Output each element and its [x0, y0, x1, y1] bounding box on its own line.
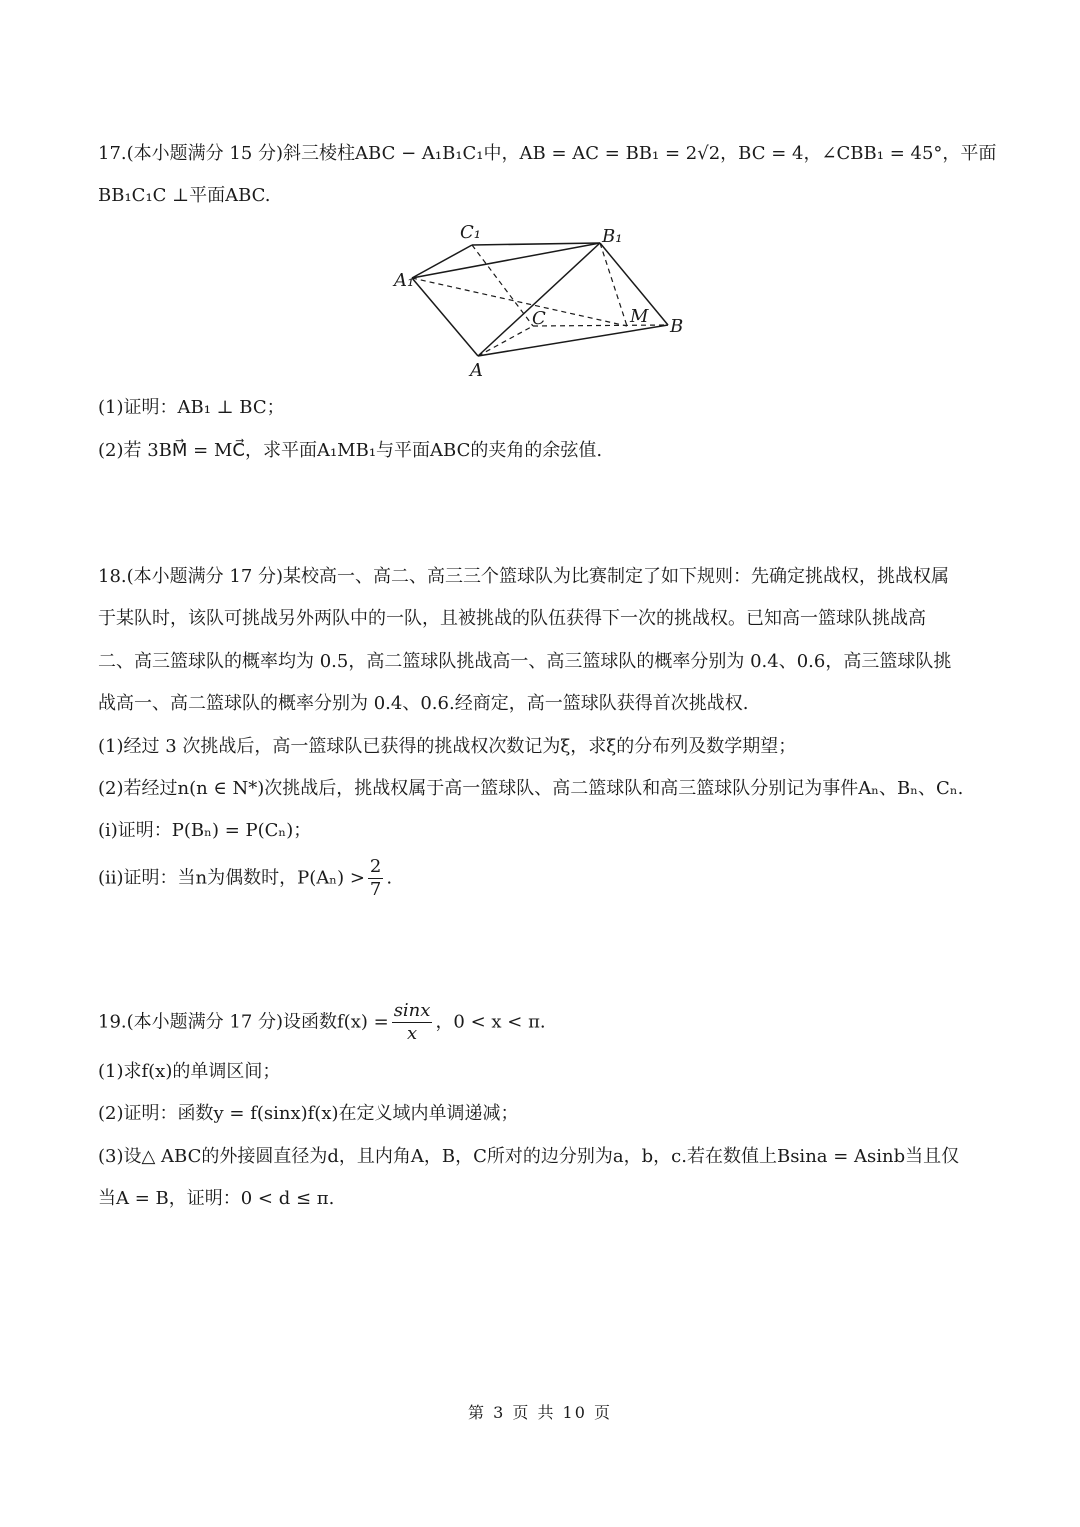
q18-part-2ii [98, 856, 392, 901]
q19-part-2: (2)证明：函数y = f(sinx)f(x)在定义域内单调递减； [98, 1103, 519, 1124]
label-a1: A₁ [394, 270, 415, 291]
page-footer: 第 3 页 共 10 页 [468, 1403, 612, 1422]
edge-a1-m [412, 278, 627, 326]
label-a: A [470, 360, 483, 381]
q18-line-3: 二、高三篮球队的概率均为 0.5，高二篮球队挑战高一、高三篮球队的概率分别为 0.4、0.6，高三篮球队挑 [98, 651, 952, 672]
q17-line-1: 17.(本小题满分 15 分)斜三棱柱ABC − A₁B₁C₁中，AB = AC = BB₁ = 2√2，BC = 4，∠CBB₁ = 45°，平面 [98, 143, 997, 164]
q18-line-1: 18.(本小题满分 17 分)某校高一、高二、高三三个篮球队为比赛制定了如下规则：先确定挑战权，挑战权属 [98, 566, 950, 587]
label-b1: B₁ [602, 226, 623, 247]
q18-part-1: (1)经过 3 次挑战后，高一篮球队已获得的挑战权次数记为ξ，求ξ的分布列及数学期望； [98, 736, 797, 757]
label-c1: C₁ [460, 222, 481, 243]
fraction-denominator: 7 [369, 879, 382, 900]
edge-a1-a [412, 278, 478, 356]
label-m: M [630, 306, 649, 327]
fraction-numerator: 2 [369, 856, 382, 877]
fraction-two-sevenths [368, 856, 383, 901]
q18-part-2: (2)若经过n(n ∈ N*)次挑战后，挑战权属于高一篮球队、高二篮球队和高三篮球队分别记为事件Aₙ、Bₙ、Cₙ. [98, 778, 964, 799]
label-c: C [532, 308, 546, 329]
q19-line-1-domain: ，0 < x < π. [435, 1011, 546, 1033]
q18-part-2i: (i)证明：P(Bₙ) = P(Cₙ)； [98, 820, 312, 841]
prism-figure [390, 218, 700, 383]
fraction-sinx-over-x [392, 1000, 433, 1045]
edge-c1-b1 [472, 243, 600, 245]
q17-part-2: (2)若 3BM⃗ = MC⃗，求平面A₁MB₁与平面ABC的夹角的余弦值. [98, 440, 603, 461]
q19-part-1: (1)求f(x)的单调区间； [98, 1061, 281, 1082]
q18-line-4: 战高一、高二篮球队的概率分别为 0.4、0.6.经商定，高一篮球队获得首次挑战权. [98, 693, 749, 714]
q19-part-3-line-2: 当A = B，证明：0 < d ≤ π. [98, 1188, 335, 1209]
q18-line-2: 于某队时，该队可挑战另外两队中的一队，且被挑战的队伍获得下一次的挑战权。已知高一篮球队挑战高 [98, 608, 926, 629]
q18-part-2ii-text: (ii)证明：当n为偶数时，P(Aₙ) > [98, 867, 365, 889]
fraction-denominator: x [406, 1023, 418, 1044]
fraction-numerator: sinx [393, 1000, 431, 1021]
q18-part-2ii-end: . [386, 867, 393, 889]
label-b: B [670, 316, 684, 337]
q17-part-1: (1)证明：AB₁ ⊥ BC； [98, 397, 285, 418]
q19-line-1 [98, 1000, 546, 1045]
edge-b1-m [600, 243, 627, 326]
edge-a1-b1 [412, 243, 600, 278]
q19-part-3-line-1: (3)设△ ABC的外接圆直径为d，且内角A，B，C所对的边分别为a，b，c.若在数值上Bsina = Asinb当且仅 [98, 1146, 960, 1167]
q19-line-1-text: 19.(本小题满分 17 分)设函数f(x) = [98, 1011, 389, 1033]
q17-line-2: BB₁C₁C ⊥平面ABC. [98, 185, 271, 206]
